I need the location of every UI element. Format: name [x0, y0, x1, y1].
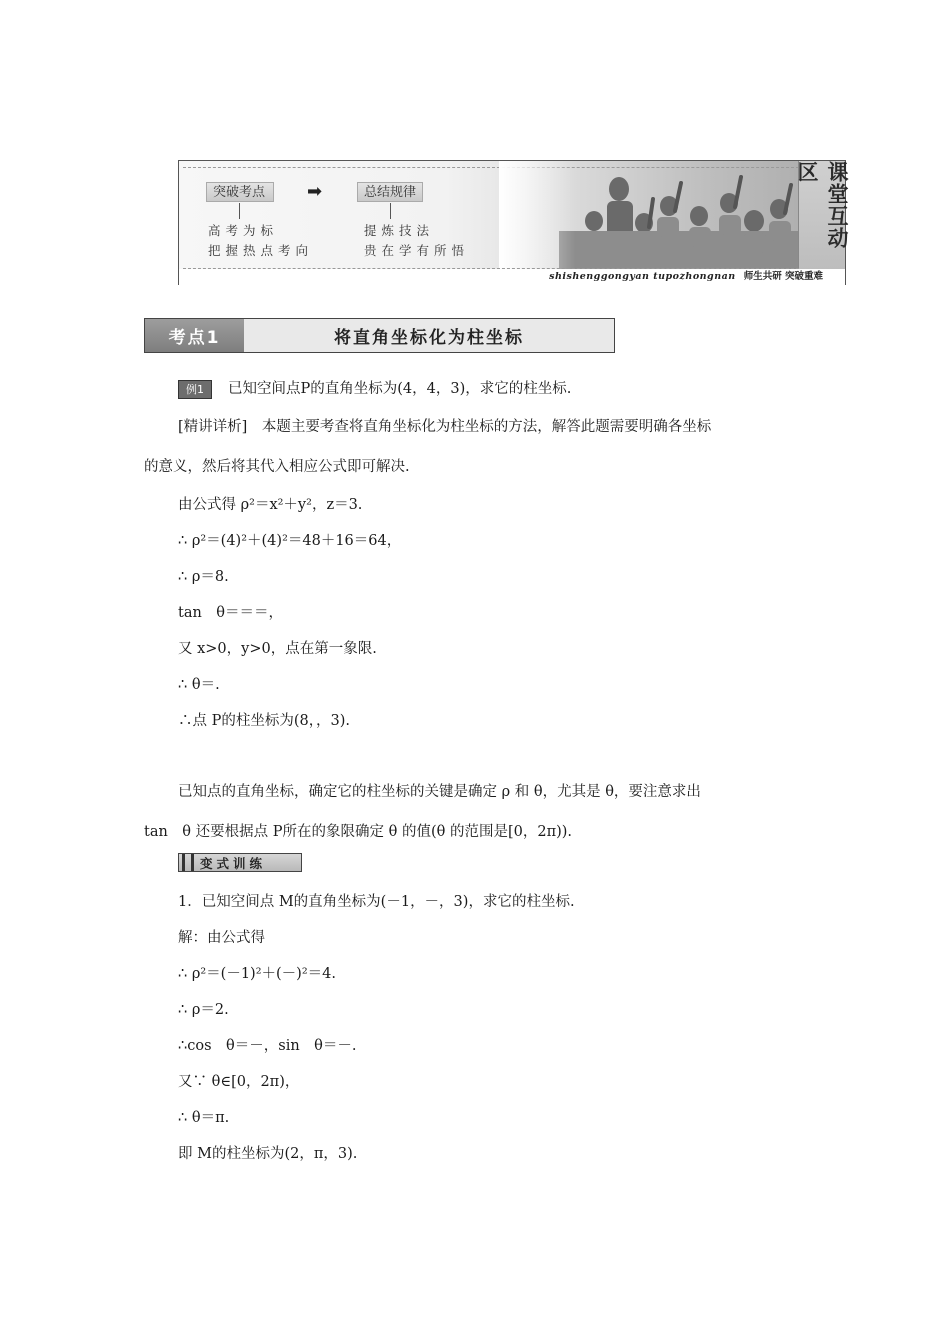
- banner-text: 提炼技法: [364, 223, 435, 238]
- section-title: 将直角坐标化为柱坐标: [334, 328, 524, 348]
- practice-line: 解：由公式得: [178, 930, 265, 946]
- section-banner: [178, 160, 849, 285]
- practice-line: 1．已知空间点 M的直角坐标为(－1，－，3)，求它的柱坐标.: [178, 894, 575, 910]
- connector-line: [239, 203, 240, 219]
- banner-footer-pinyin: shishenggongyan tupozhongnan: [549, 271, 736, 282]
- section-number: 考点1: [145, 319, 244, 352]
- practice-line: 又∵ θ∈[0，2π)，: [178, 1074, 300, 1090]
- banner-text: 把握热点考向: [208, 243, 314, 258]
- double-bar-icon: [182, 854, 194, 871]
- summary-text: 已知点的直角坐标，确定它的柱坐标的关键是确定 ρ 和 θ，尤其是 θ，要注意求出: [178, 784, 701, 800]
- summarize-rules-tag: 总结规律: [357, 182, 423, 202]
- practice-badge-label: 变式训练: [200, 855, 267, 871]
- solution-step: ∴ θ＝.: [178, 677, 220, 693]
- right-arrow-icon: ➡: [307, 181, 323, 202]
- analysis-text: 的意义，然后将其代入相应公式即可解决.: [144, 459, 410, 475]
- breakthrough-points-tag: 突破考点: [206, 182, 274, 202]
- practice-line: ∴cos θ＝－，sin θ＝－.: [178, 1038, 357, 1054]
- solution-step: 由公式得 ρ²＝x²＋y²，z＝3.: [178, 497, 363, 513]
- side-title-text: 课堂互动区: [795, 161, 849, 249]
- banner-text: 高考为标: [208, 223, 279, 238]
- banner-footer-text: 师生共研 突破重难: [743, 271, 823, 282]
- solution-step: 又 x>0，y>0，点在第一象限.: [178, 641, 377, 657]
- solution-step: ∴点 P的柱坐标为(8，，3).: [178, 713, 350, 729]
- solution-step: tan θ＝＝＝，: [178, 605, 284, 621]
- summary-text: tan θ 还要根据点 P所在的象限确定 θ 的值(θ 的范围是[0，2π)).: [144, 824, 573, 840]
- classroom-photo-image: [499, 161, 804, 269]
- banner-text: 贵在学有所悟: [364, 243, 470, 258]
- section-header: [144, 318, 615, 353]
- practice-badge: [178, 853, 302, 872]
- practice-line: 即 M的柱坐标为(2，π，3).: [178, 1146, 358, 1162]
- connector-line: [390, 203, 391, 219]
- practice-line: ∴ θ＝π.: [178, 1110, 230, 1126]
- practice-line: ∴ ρ²＝(－1)²＋(－)²＝4.: [178, 966, 336, 982]
- example-badge: 例1: [178, 380, 212, 399]
- practice-line: ∴ ρ＝2.: [178, 1002, 229, 1018]
- example-question: 已知空间点P的直角坐标为(4，4，3)，求它的柱坐标.: [228, 381, 572, 397]
- analysis-text: [精讲详析] 本题主要考查将直角坐标化为柱坐标的方法，解答此题需要明确各坐标: [178, 419, 712, 435]
- banner-side-title: [795, 161, 849, 269]
- banner-footer: [179, 269, 845, 285]
- solution-step: ∴ ρ＝8.: [178, 569, 229, 585]
- example-question-line: [178, 377, 571, 399]
- solution-step: ∴ ρ²＝(4)²＋(4)²＝48＋16＝64，: [178, 533, 402, 549]
